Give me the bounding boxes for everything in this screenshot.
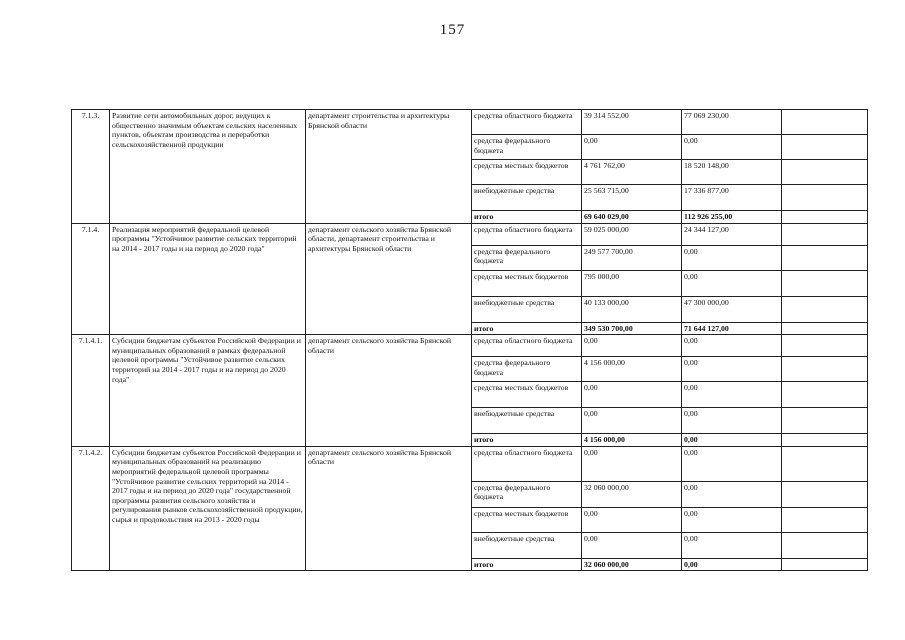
source-label: внебюджетные средства <box>472 296 582 322</box>
empty-cell <box>782 481 868 507</box>
empty-cell <box>782 532 868 558</box>
amount-cell: 249 577 700,00 <box>582 245 682 270</box>
total-source-label: итого <box>472 322 582 335</box>
amount-cell: 0,00 <box>582 532 682 558</box>
item-code: 7.1.4. <box>72 223 110 335</box>
amount-cell: 0,00 <box>582 382 682 408</box>
amount-cell: 0,00 <box>682 382 782 408</box>
amount-cell: 32 060 000,00 <box>582 481 682 507</box>
empty-cell <box>782 357 868 382</box>
item-name: Субсидии бюджетам субъектов Российской Федерации и муниципальных образований на реализацию мероприятий федеральной целевой программы "Устойчивое развитие сельских территорий на 2014 - 2017 годы и на период до 2020 года" государственной программы развития сельского хозяйства и регулирования рынков сельскохозяйственной продукции, сырья и продовольствия на 2013 - 2020 годы <box>110 446 306 571</box>
amount-cell: 18 520 148,00 <box>682 160 782 185</box>
total-source-label: итого <box>472 434 582 447</box>
amount-cell: 47 300 000,00 <box>682 296 782 322</box>
total-amount-cell: 69 640 029,00 <box>582 211 682 224</box>
amount-cell: 0,00 <box>582 335 682 357</box>
budget-table <box>71 109 868 571</box>
amount-cell: 0,00 <box>582 507 682 532</box>
item-executor: департамент сельского хозяйства Брянской области <box>306 335 472 447</box>
amount-cell: 0,00 <box>682 245 782 270</box>
source-label: внебюджетные средства <box>472 185 582 211</box>
item-executor: департамент сельского хозяйства Брянской области <box>306 446 472 571</box>
empty-cell <box>782 223 868 245</box>
empty-cell <box>782 110 868 135</box>
total-amount-cell: 32 060 000,00 <box>582 558 682 571</box>
source-label: средства федерального бюджета <box>472 357 582 382</box>
source-label: средства областного бюджета <box>472 110 582 135</box>
amount-cell: 39 314 552,00 <box>582 110 682 135</box>
amount-cell: 795 000,00 <box>582 270 682 296</box>
item-executor: департамент строительства и архитектуры Брянской области <box>306 110 472 224</box>
empty-cell <box>782 296 868 322</box>
source-label: средства местных бюджетов <box>472 270 582 296</box>
amount-cell: 0,00 <box>582 135 682 160</box>
source-label: внебюджетные средства <box>472 532 582 558</box>
item-name: Реализация мероприятий федеральной целевой программы "Устойчивое развитие сельских территорий на 2014 - 2017 годы и на период до 2020 года" <box>110 223 306 335</box>
table-row <box>72 446 868 481</box>
amount-cell: 0,00 <box>682 532 782 558</box>
total-amount-cell: 0,00 <box>682 434 782 447</box>
amount-cell: 4 761 762,00 <box>582 160 682 185</box>
total-source-label: итого <box>472 211 582 224</box>
source-label: средства областного бюджета <box>472 446 582 481</box>
item-executor: департамент сельского хозяйства Брянской области, департамент строительства и архитектуры Брянской области <box>306 223 472 335</box>
empty-cell <box>782 270 868 296</box>
amount-cell: 0,00 <box>582 408 682 434</box>
empty-cell <box>782 245 868 270</box>
amount-cell: 4 156 000,00 <box>582 357 682 382</box>
source-label: внебюджетные средства <box>472 408 582 434</box>
source-label: средства федерального бюджета <box>472 135 582 160</box>
amount-cell: 0,00 <box>682 335 782 357</box>
amount-cell: 17 336 877,00 <box>682 185 782 211</box>
total-amount-cell: 4 156 000,00 <box>582 434 682 447</box>
source-label: средства областного бюджета <box>472 335 582 357</box>
table-row <box>72 335 868 357</box>
item-code: 7.1.4.1. <box>72 335 110 447</box>
total-amount-cell: 0,00 <box>682 558 782 571</box>
source-label: средства местных бюджетов <box>472 507 582 532</box>
amount-cell: 0,00 <box>682 135 782 160</box>
empty-cell <box>782 335 868 357</box>
amount-cell: 77 069 230,00 <box>682 110 782 135</box>
amount-cell: 0,00 <box>682 408 782 434</box>
total-amount-cell: 349 530 700,00 <box>582 322 682 335</box>
source-label: средства местных бюджетов <box>472 382 582 408</box>
amount-cell: 0,00 <box>682 270 782 296</box>
empty-cell <box>782 408 868 434</box>
empty-cell <box>782 507 868 532</box>
total-amount-cell: 71 644 127,00 <box>682 322 782 335</box>
amount-cell: 0,00 <box>682 446 782 481</box>
total-source-label: итого <box>472 558 582 571</box>
amount-cell: 0,00 <box>682 357 782 382</box>
empty-cell <box>782 211 868 224</box>
page-number: 157 <box>439 22 466 38</box>
item-name: Субсидии бюджетам субъектов Российской Федерации и муниципальных образований в рамках федеральной целевой программы "Устойчивое развитие сельских территорий на 2014 - 2017 годы и на период до 2020 года" <box>110 335 306 447</box>
total-amount-cell: 112 926 255,00 <box>682 211 782 224</box>
item-code: 7.1.3. <box>72 110 110 224</box>
empty-cell <box>782 382 868 408</box>
amount-cell: 24 344 127,00 <box>682 223 782 245</box>
amount-cell: 0,00 <box>682 507 782 532</box>
source-label: средства федерального бюджета <box>472 481 582 507</box>
amount-cell: 0,00 <box>582 446 682 481</box>
empty-cell <box>782 185 868 211</box>
source-label: средства федерального бюджета <box>472 245 582 270</box>
budget-table-body <box>72 110 868 571</box>
amount-cell: 40 133 000,00 <box>582 296 682 322</box>
empty-cell <box>782 322 868 335</box>
empty-cell <box>782 446 868 481</box>
table-row <box>72 110 868 135</box>
empty-cell <box>782 434 868 447</box>
table-row <box>72 223 868 245</box>
empty-cell <box>782 135 868 160</box>
source-label: средства областного бюджета <box>472 223 582 245</box>
item-code: 7.1.4.2. <box>72 446 110 571</box>
item-name: Развитие сети автомобильных дорог, ведущих к общественно значимым объектам сельских населенных пунктов, объектам производства и переработки сельскохозяйственной продукции <box>110 110 306 224</box>
empty-cell <box>782 160 868 185</box>
amount-cell: 25 563 715,00 <box>582 185 682 211</box>
source-label: средства местных бюджетов <box>472 160 582 185</box>
amount-cell: 0,00 <box>682 481 782 507</box>
empty-cell <box>782 558 868 571</box>
amount-cell: 59 025 000,00 <box>582 223 682 245</box>
